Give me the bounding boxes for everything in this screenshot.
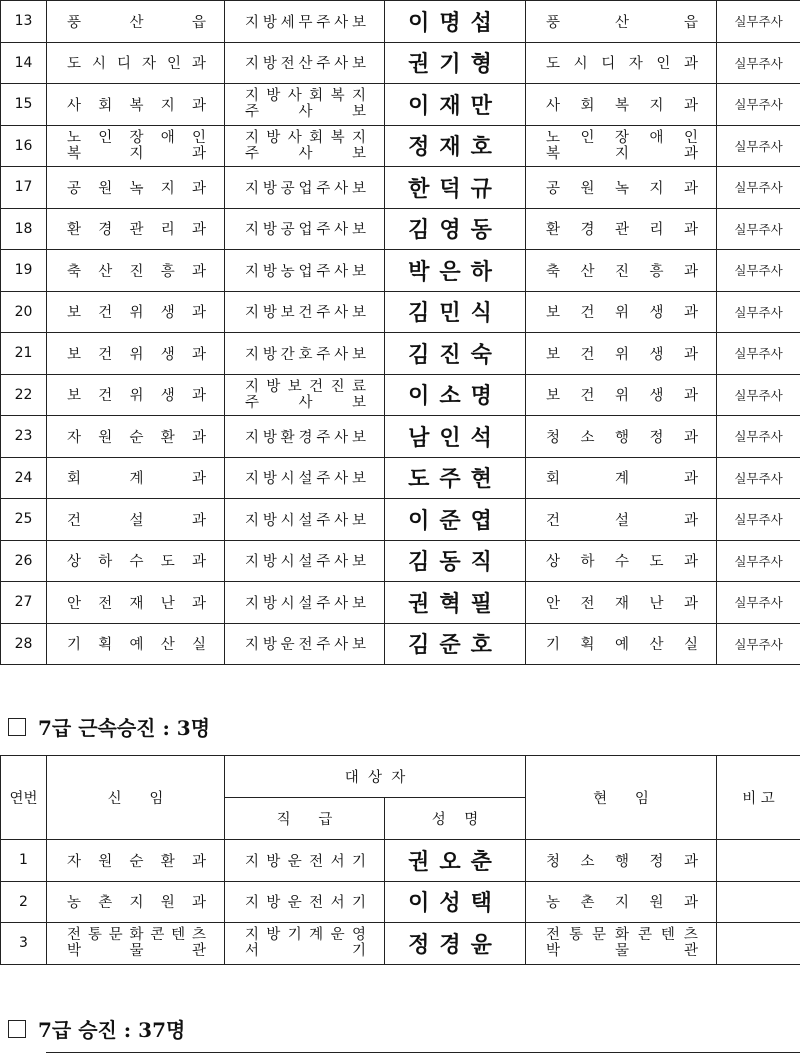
table-row bbox=[1, 125, 800, 167]
table-row bbox=[1, 540, 800, 582]
new-post-dept: 보 건 위 생 과 bbox=[47, 374, 225, 416]
row-number: 19 bbox=[1, 250, 47, 292]
header-rank: 직 급 bbox=[225, 798, 385, 840]
person-name: 한덕규 bbox=[385, 167, 526, 209]
person-name: 이재만 bbox=[385, 84, 526, 126]
note bbox=[717, 923, 800, 965]
new-post-dept: 기 획 예 산 실 bbox=[47, 623, 225, 665]
current-post-dept: 보 건 위 생 과 bbox=[526, 291, 717, 333]
new-post-dept: 환 경 관 리 과 bbox=[47, 208, 225, 250]
table-row bbox=[1, 208, 800, 250]
rank: 지 방 보 건 진 료 주 사 보 bbox=[225, 374, 385, 416]
table-row bbox=[1, 167, 800, 209]
rank: 지 방 사 회 복 지 주 사 보 bbox=[225, 125, 385, 167]
note: 실무주사 bbox=[717, 374, 800, 416]
rank: 지 방 환 경 주 사 보 bbox=[225, 416, 385, 458]
person-name: 권기형 bbox=[385, 42, 526, 84]
table-row bbox=[1, 291, 800, 333]
person-name: 김영동 bbox=[385, 208, 526, 250]
header-current: 현 임 bbox=[526, 756, 717, 840]
current-post-dept: 보 건 위 생 과 bbox=[526, 374, 717, 416]
current-post-dept: 환 경 관 리 과 bbox=[526, 208, 717, 250]
person-name: 이성택 bbox=[385, 881, 526, 923]
person-name: 남인석 bbox=[385, 416, 526, 458]
row-number: 28 bbox=[1, 623, 47, 665]
person-name: 이소명 bbox=[385, 374, 526, 416]
row-number: 2 bbox=[1, 881, 47, 923]
row-number: 20 bbox=[1, 291, 47, 333]
current-post-dept: 안 전 재 난 과 bbox=[526, 582, 717, 624]
note: 실무주사 bbox=[717, 208, 800, 250]
table-row bbox=[1, 84, 800, 126]
table-row bbox=[1, 923, 800, 965]
rank: 지 방 운 전 서 기 bbox=[225, 840, 385, 882]
new-post-dept: 자 원 순 환 과 bbox=[47, 840, 225, 882]
rank: 지 방 운 전 서 기 bbox=[225, 881, 385, 923]
note: 실무주사 bbox=[717, 84, 800, 126]
current-post-dept: 상 하 수 도 과 bbox=[526, 540, 717, 582]
rank: 지 방 농 업 주 사 보 bbox=[225, 250, 385, 292]
current-post-dept: 사 회 복 지 과 bbox=[526, 84, 717, 126]
current-post-dept: 보 건 위 생 과 bbox=[526, 333, 717, 375]
header-no: 연번 bbox=[1, 756, 47, 840]
note: 실무주사 bbox=[717, 42, 800, 84]
current-post-dept: 전 통 문 화 콘 텐 츠 박 물 관 bbox=[526, 923, 717, 965]
current-post-dept: 건 설 과 bbox=[526, 499, 717, 541]
rank: 지 방 간 호 주 사 보 bbox=[225, 333, 385, 375]
rank: 지 방 기 계 운 영 서 기 bbox=[225, 923, 385, 965]
current-post-dept: 도 시 디 자 인 과 bbox=[526, 42, 717, 84]
person-name: 권오춘 bbox=[385, 840, 526, 882]
row-number: 27 bbox=[1, 582, 47, 624]
person-name: 박은하 bbox=[385, 250, 526, 292]
table-row bbox=[1, 1, 800, 43]
person-name: 권혁필 bbox=[385, 582, 526, 624]
person-name: 정경윤 bbox=[385, 923, 526, 965]
rank: 지 방 시 설 주 사 보 bbox=[225, 457, 385, 499]
rank: 지 방 시 설 주 사 보 bbox=[225, 582, 385, 624]
current-post-dept: 축 산 진 흥 과 bbox=[526, 250, 717, 292]
note: 실무주사 bbox=[717, 291, 800, 333]
new-post-dept: 회 계 과 bbox=[47, 457, 225, 499]
new-post-dept: 자 원 순 환 과 bbox=[47, 416, 225, 458]
person-name: 김진숙 bbox=[385, 333, 526, 375]
header-new-post: 신 임 bbox=[47, 756, 225, 840]
new-post-dept: 공 원 녹 지 과 bbox=[47, 167, 225, 209]
new-post-dept: 노 인 장 애 인 복 지 과 bbox=[47, 125, 225, 167]
current-post-dept: 농 촌 지 원 과 bbox=[526, 881, 717, 923]
row-number: 24 bbox=[1, 457, 47, 499]
rank: 지 방 전 산 주 사 보 bbox=[225, 42, 385, 84]
note: 실무주사 bbox=[717, 499, 800, 541]
table-row bbox=[1, 457, 800, 499]
header-target: 대 상 자 bbox=[225, 756, 526, 798]
seniority-promotion-table bbox=[0, 755, 800, 965]
person-name: 정재호 bbox=[385, 125, 526, 167]
table-row bbox=[1, 623, 800, 665]
new-post-dept: 전 통 문 화 콘 텐 츠 박 물 관 bbox=[47, 923, 225, 965]
rank: 지 방 공 업 주 사 보 bbox=[225, 167, 385, 209]
new-post-dept: 사 회 복 지 과 bbox=[47, 84, 225, 126]
table-row bbox=[1, 840, 800, 882]
person-name: 김민식 bbox=[385, 291, 526, 333]
note: 실무주사 bbox=[717, 167, 800, 209]
section-title: 7급 근속승진 : 3명 bbox=[38, 716, 211, 740]
note: 실무주사 bbox=[717, 623, 800, 665]
new-post-dept: 풍 산 읍 bbox=[47, 1, 225, 43]
row-number: 25 bbox=[1, 499, 47, 541]
current-post-dept: 기 획 예 산 실 bbox=[526, 623, 717, 665]
person-name: 김동직 bbox=[385, 540, 526, 582]
row-number: 22 bbox=[1, 374, 47, 416]
new-post-dept: 도 시 디 자 인 과 bbox=[47, 42, 225, 84]
table-row bbox=[1, 374, 800, 416]
new-post-dept: 상 하 수 도 과 bbox=[47, 540, 225, 582]
row-number: 13 bbox=[1, 1, 47, 43]
rank: 지 방 세 무 주 사 보 bbox=[225, 1, 385, 43]
table-row bbox=[1, 582, 800, 624]
current-post-dept: 회 계 과 bbox=[526, 457, 717, 499]
person-name: 도주현 bbox=[385, 457, 526, 499]
checkbox-square-icon bbox=[8, 1020, 26, 1038]
rank: 지 방 시 설 주 사 보 bbox=[225, 540, 385, 582]
person-name: 이준엽 bbox=[385, 499, 526, 541]
rank: 지 방 공 업 주 사 보 bbox=[225, 208, 385, 250]
current-post-dept: 노 인 장 애 인 복 지 과 bbox=[526, 125, 717, 167]
row-number: 15 bbox=[1, 84, 47, 126]
header-name: 성 명 bbox=[385, 798, 526, 840]
new-post-dept: 안 전 재 난 과 bbox=[47, 582, 225, 624]
new-post-dept: 보 건 위 생 과 bbox=[47, 333, 225, 375]
rank: 지 방 운 전 주 사 보 bbox=[225, 623, 385, 665]
note bbox=[717, 840, 800, 882]
note: 실무주사 bbox=[717, 582, 800, 624]
person-name: 이명섭 bbox=[385, 1, 526, 43]
note bbox=[717, 881, 800, 923]
current-post-dept: 풍 산 읍 bbox=[526, 1, 717, 43]
note: 실무주사 bbox=[717, 540, 800, 582]
note: 실무주사 bbox=[717, 1, 800, 43]
row-number: 23 bbox=[1, 416, 47, 458]
new-post-dept: 농 촌 지 원 과 bbox=[47, 881, 225, 923]
next-table-top-border bbox=[46, 1052, 800, 1053]
row-number: 17 bbox=[1, 167, 47, 209]
rank: 지 방 사 회 복 지 주 사 보 bbox=[225, 84, 385, 126]
new-post-dept: 보 건 위 생 과 bbox=[47, 291, 225, 333]
current-post-dept: 청 소 행 정 과 bbox=[526, 416, 717, 458]
section-heading-seniority-promotion bbox=[8, 712, 210, 741]
current-post-dept: 청 소 행 정 과 bbox=[526, 840, 717, 882]
section-heading-grade7-promotion bbox=[8, 1014, 185, 1043]
rank: 지 방 시 설 주 사 보 bbox=[225, 499, 385, 541]
note: 실무주사 bbox=[717, 333, 800, 375]
current-post-dept: 공 원 녹 지 과 bbox=[526, 167, 717, 209]
row-number: 26 bbox=[1, 540, 47, 582]
note: 실무주사 bbox=[717, 250, 800, 292]
note: 실무주사 bbox=[717, 457, 800, 499]
table-row bbox=[1, 416, 800, 458]
row-number: 14 bbox=[1, 42, 47, 84]
note: 실무주사 bbox=[717, 416, 800, 458]
table-row bbox=[1, 333, 800, 375]
table-row bbox=[1, 42, 800, 84]
header-note: 비 고 bbox=[717, 756, 800, 840]
table-row bbox=[1, 250, 800, 292]
row-number: 18 bbox=[1, 208, 47, 250]
new-post-dept: 건 설 과 bbox=[47, 499, 225, 541]
table-row bbox=[1, 499, 800, 541]
new-post-dept: 축 산 진 흥 과 bbox=[47, 250, 225, 292]
section-title: 7급 승진 : 37명 bbox=[38, 1018, 186, 1042]
rank: 지 방 보 건 주 사 보 bbox=[225, 291, 385, 333]
checkbox-square-icon bbox=[8, 718, 26, 736]
row-number: 3 bbox=[1, 923, 47, 965]
person-name: 김준호 bbox=[385, 623, 526, 665]
table-row bbox=[1, 881, 800, 923]
row-number: 21 bbox=[1, 333, 47, 375]
row-number: 16 bbox=[1, 125, 47, 167]
row-number: 1 bbox=[1, 840, 47, 882]
note: 실무주사 bbox=[717, 125, 800, 167]
